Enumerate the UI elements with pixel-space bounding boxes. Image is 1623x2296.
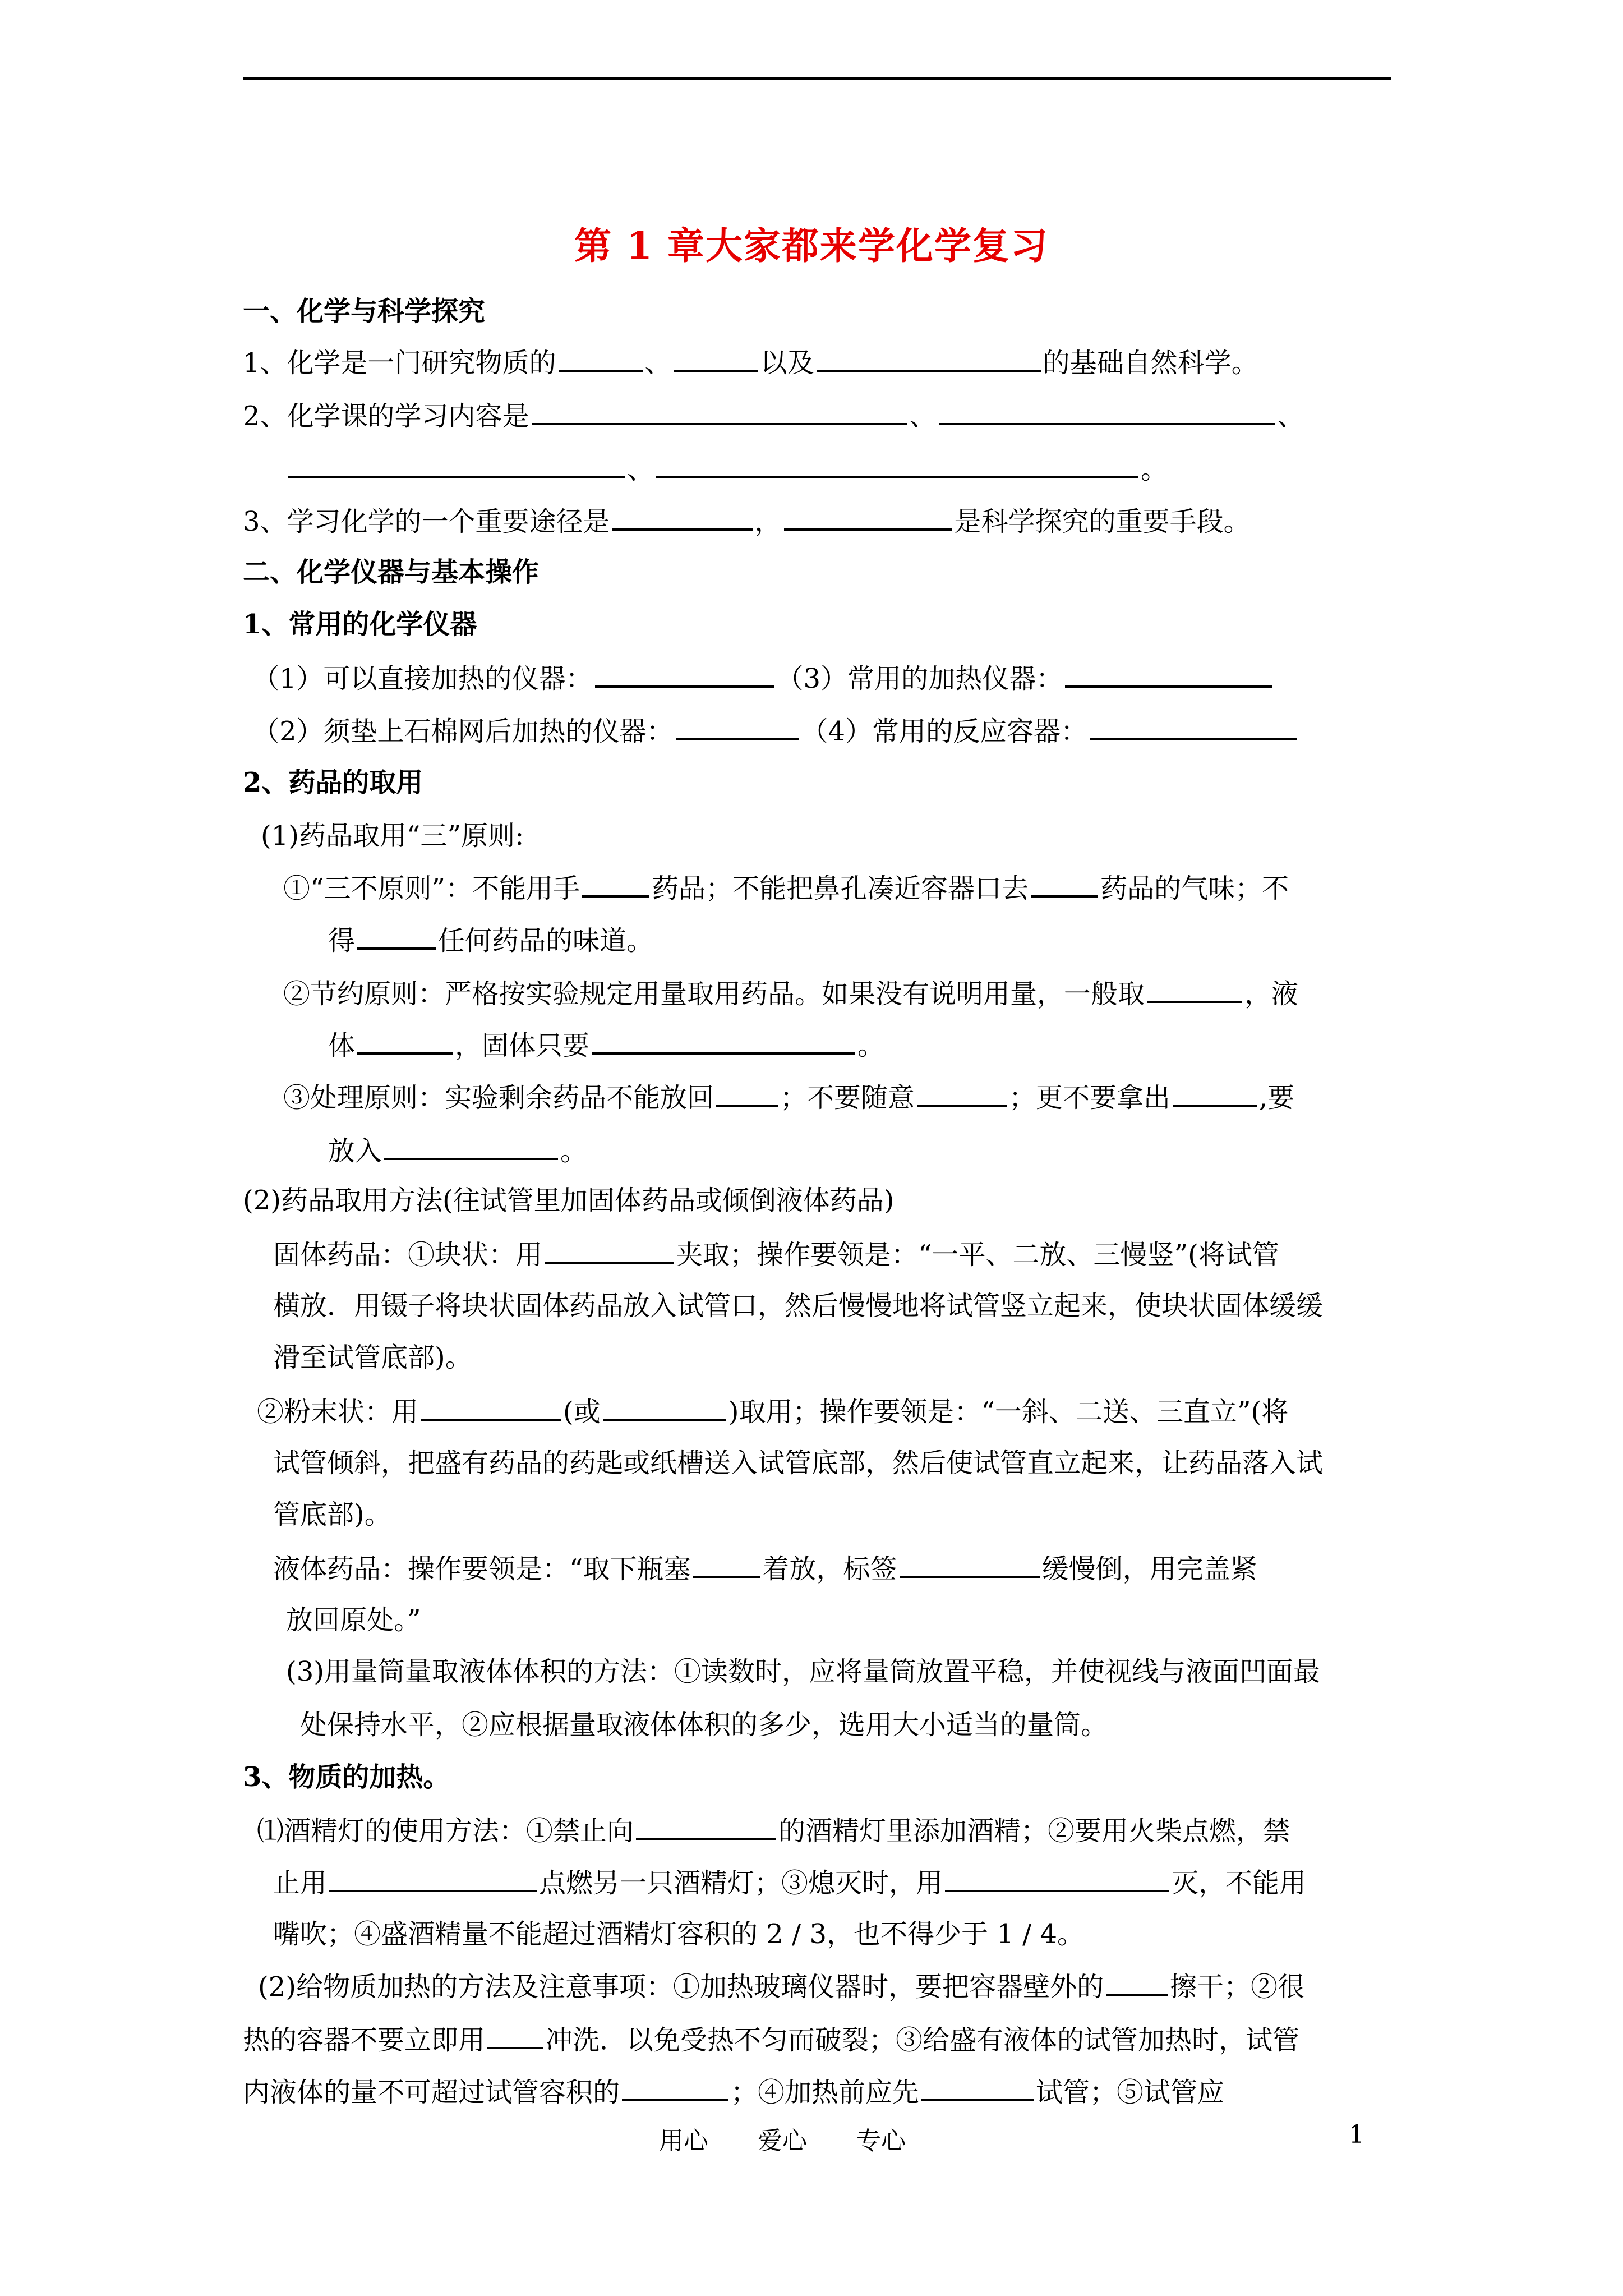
text-line: (3)用量筒量取液体体积的方法：①读数时，应将量筒放置平稳，并使视线与液面凹面最 [286, 1656, 1320, 1687]
text: ①“三不原则”：不能用手 [283, 873, 580, 904]
text-line: 放回原处。” [286, 1604, 421, 1636]
header-rule [243, 77, 1391, 80]
text: 。 [560, 1135, 588, 1167]
text: 是科学探究的重要手段。 [954, 506, 1251, 537]
text: )取用；操作要领是：“一斜、二送、三直立”(将 [728, 1396, 1289, 1428]
fill-blank [674, 345, 758, 372]
question-line [273, 1865, 1306, 1900]
text: 冲洗．以免受热不匀而破裂；③给盛有液体的试管加热时，试管 [546, 2024, 1300, 2056]
fill-blank [656, 452, 1138, 478]
text: 擦干；②很 [1170, 1971, 1305, 2003]
text-line: 横放．用镊子将块状固体药品放入试管口，然后慢慢地将试管竖立起来，使块状固体缓缓 [273, 1290, 1324, 1322]
text: 试管；⑤试管应 [1036, 2077, 1225, 2108]
question-line [243, 398, 1304, 433]
question-line [283, 976, 1298, 1011]
fill-blank [357, 923, 436, 950]
page-number: 1 [1349, 2120, 1364, 2149]
text: 止用 [273, 1867, 328, 1899]
text-line: (2)药品取用方法(往试管里加固体药品或倾倒液体药品) [243, 1185, 895, 1216]
fill-blank [532, 398, 907, 425]
fill-blank [487, 2022, 543, 2049]
fill-blank [636, 1813, 776, 1840]
text-line: (1)药品取用“三”原则: [261, 820, 524, 852]
question-line [273, 1551, 1257, 1586]
text-line: 试管倾斜，把盛有药品的药匙或纸槽送入试管底部，然后使试管直立起来，让药品落入试 [273, 1447, 1324, 1479]
fill-blank [612, 504, 753, 531]
fill-blank [329, 1865, 537, 1892]
text: 3、学习化学的一个重要途径是 [243, 506, 610, 537]
text: （1）可以直接加热的仪器： [252, 663, 593, 694]
fill-blank [545, 1237, 674, 1264]
question-line [328, 1133, 587, 1168]
fill-blank [603, 1394, 726, 1421]
text: 灭，不能用 [1172, 1867, 1307, 1899]
fill-blank [945, 1865, 1169, 1892]
fill-blank [592, 1028, 855, 1055]
text: ②节约原则：严格按实验规定用量取用药品。如果没有说明用量，一般取 [283, 978, 1145, 1010]
fill-blank [1090, 714, 1297, 740]
fill-blank [1147, 976, 1242, 1003]
text: ，固体只要 [455, 1030, 590, 1061]
fill-blank [1106, 1969, 1168, 1996]
text: ；更不要拿出 [1009, 1082, 1171, 1114]
text: 缓慢倒，用完盖紧 [1041, 1553, 1257, 1585]
text-line: 处保持水平，②应根据量取液体体积的多少，选用大小适当的量筒。 [300, 1709, 1108, 1741]
text: 以及 [760, 347, 814, 379]
text: ；不要随意 [780, 1082, 915, 1114]
question-line [243, 504, 1251, 539]
text: 、 [909, 401, 937, 432]
text: 体 [328, 1030, 356, 1061]
question-line [252, 661, 1275, 696]
question-line [328, 923, 653, 958]
text: 任何药品的味道。 [438, 925, 654, 956]
text: 内液体的量不可超过试管容积的 [243, 2077, 620, 2108]
text-line: 管底部)。 [273, 1499, 391, 1530]
text: （3）常用的加热仪器： [776, 663, 1063, 694]
text: ③处理原则：实验剩余药品不能放回 [283, 1082, 714, 1114]
fill-blank [817, 345, 1041, 372]
text: 液体药品：操作要领是：“取下瓶塞 [273, 1553, 691, 1585]
text: ⑴酒精灯的使用方法：①禁止向 [257, 1815, 634, 1847]
section-heading-2: 二、化学仪器与基本操作 [243, 556, 540, 588]
text-line: 嘴吹；④盛酒精量不能超过酒精灯容积的 2 / 3，也不得少于 1 / 4。 [273, 1918, 1085, 1950]
text: (2)给物质加热的方法及注意事项：①加热玻璃仪器时，要把容器壁外的 [258, 1971, 1104, 2003]
fill-blank [784, 504, 952, 531]
fill-blank [900, 1551, 1040, 1578]
fill-blank [421, 1394, 561, 1421]
text: 药品的气味；不 [1100, 873, 1289, 904]
text: ，液 [1244, 978, 1299, 1010]
subheading: 3、物质的加热。 [243, 1761, 450, 1793]
fill-blank [939, 398, 1275, 425]
question-line [283, 871, 1289, 905]
footer-slogan: 用心 爱心 专心 [659, 2127, 906, 2155]
fill-blank [622, 2074, 728, 2101]
fill-blank [582, 871, 649, 898]
question-line [243, 2022, 1299, 2057]
text: 、 [627, 454, 654, 485]
fill-blank [693, 1551, 760, 1578]
fill-blank [1173, 1080, 1257, 1107]
question-line [243, 2074, 1224, 2109]
text: 点燃另一只酒精灯；③熄灭时，用 [539, 1867, 943, 1899]
fill-blank [357, 1028, 453, 1055]
text: 。 [857, 1030, 885, 1061]
question-line [283, 1080, 1294, 1115]
subheading: 1、常用的化学仪器 [243, 609, 477, 640]
question-line [286, 452, 1168, 486]
question-line [252, 714, 1299, 748]
fill-blank [384, 1133, 558, 1160]
text: ②粉末状：用 [257, 1396, 419, 1428]
text: 1、化学是一门研究物质的 [243, 347, 556, 379]
text: （2）须垫上石棉网后加热的仪器： [252, 716, 674, 747]
text: ， [754, 506, 782, 537]
question-line [257, 1394, 1288, 1429]
subheading: 2、药品的取用 [243, 767, 423, 798]
text: 2、化学课的学习内容是 [243, 401, 529, 432]
text: 、 [1277, 401, 1304, 432]
fill-blank [917, 1080, 1007, 1107]
text: 夹取；操作要领是：“一平、二放、三慢竖”(将试管 [676, 1239, 1279, 1271]
fill-blank [921, 2074, 1034, 2101]
fill-blank [288, 452, 625, 478]
text: 得 [328, 925, 356, 956]
text: 。 [1141, 454, 1168, 485]
text: 、 [644, 347, 672, 379]
section-heading-1: 一、化学与科学探究 [243, 296, 486, 327]
text: （4）常用的反应容器： [801, 716, 1088, 747]
fill-blank [1031, 871, 1098, 898]
text: ,要 [1259, 1082, 1295, 1114]
question-line [243, 345, 1258, 380]
question-line [273, 1237, 1279, 1272]
text: 放入 [328, 1135, 382, 1167]
question-line [328, 1028, 884, 1062]
text: 药品；不能把鼻孔凑近容器口去 [652, 873, 1029, 904]
text: 的酒精灯里添加酒精；②要用火柴点燃，禁 [778, 1815, 1290, 1847]
text: ；④加热前应先 [731, 2077, 920, 2108]
text: 的基础自然科学。 [1043, 347, 1258, 379]
page-title: 第 1 章大家都来学化学复习 [574, 224, 1049, 268]
text: 固体药品：①块状：用 [273, 1239, 543, 1271]
question-line [258, 1969, 1304, 2004]
fill-blank [716, 1080, 778, 1107]
text: (或 [563, 1396, 601, 1428]
text: 热的容器不要立即用 [243, 2024, 486, 2056]
text-line: 滑至试管底部)。 [273, 1342, 472, 1373]
fill-blank [1065, 661, 1272, 688]
question-line [257, 1813, 1290, 1848]
fill-blank [595, 661, 774, 688]
fill-blank [559, 345, 643, 372]
text: 着放，标签 [762, 1553, 897, 1585]
fill-blank [676, 714, 799, 740]
